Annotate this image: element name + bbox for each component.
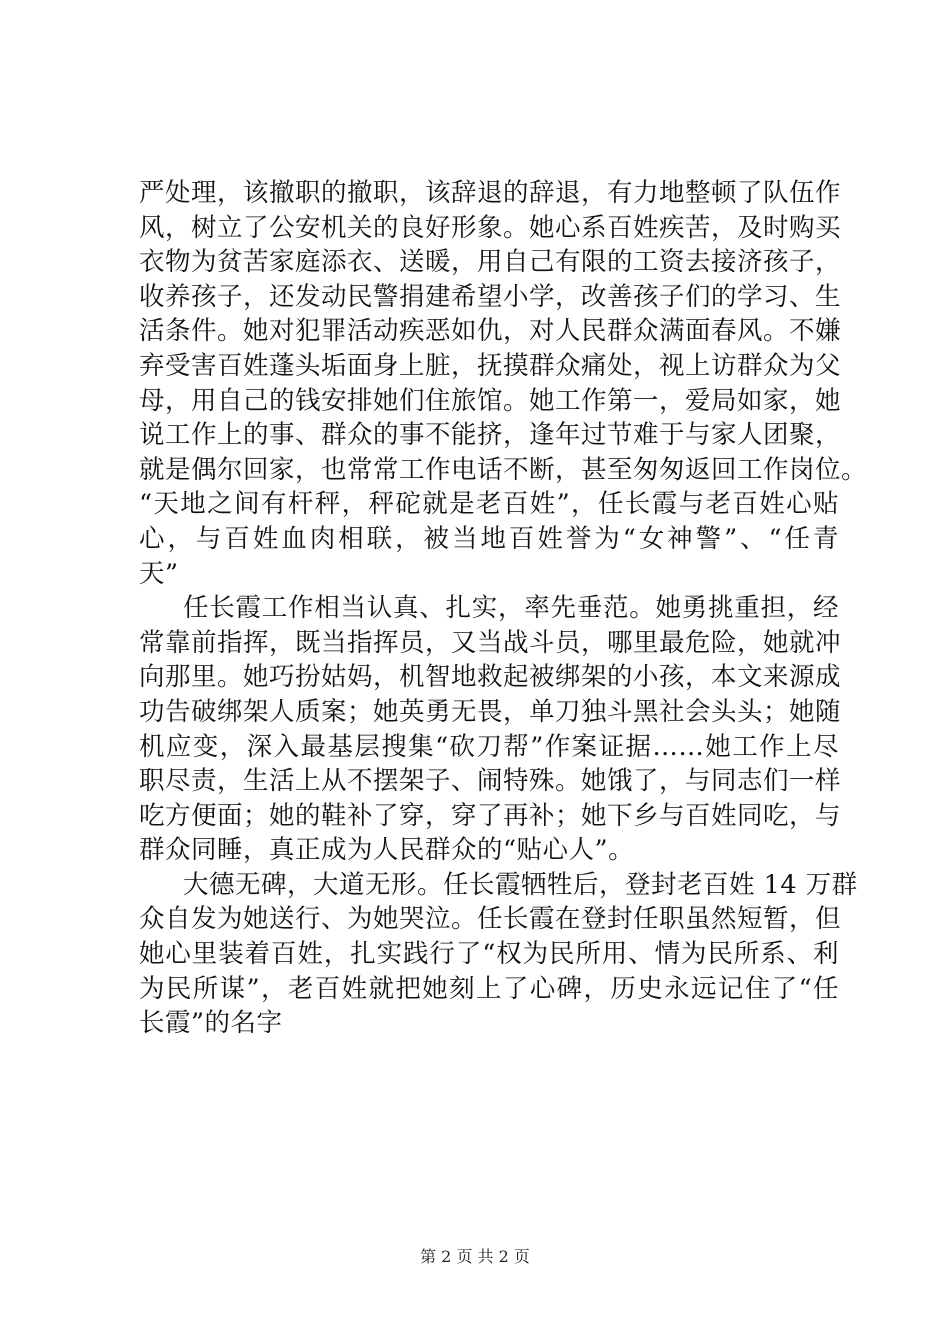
text-line: 天” [139, 558, 179, 589]
text-line: 向那里。她巧扮姑妈，机智地救起被绑架的小孩，本文来源成 [139, 662, 842, 693]
text-line: 活条件。她对犯罪活动疾恶如仇，对人民群众满面春风。不嫌 [139, 316, 842, 347]
text-line: 她心里装着百姓，扎实践行了“权为民所用、情为民所系、利 [139, 939, 839, 970]
text-line: 职尽责，生活上从不摆架子、闹特殊。她饿了，与同志们一样 [139, 766, 842, 797]
text-line: 为民所谋”，老百姓就把她刻上了心碑，历史永远记住了“任 [139, 973, 839, 1004]
text-line: 收养孩子，还发动民警捐建希望小学，改善孩子们的学习、生 [139, 281, 842, 312]
text-line: 任长霞工作相当认真、扎实，率先垂范。她勇挑重担，经 [183, 593, 839, 624]
text-line: 常靠前指挥，既当指挥员，又当战斗员，哪里最危险，她就冲 [139, 627, 842, 658]
text-line: 大德无碑，大道无形。任长霞牺牲后，登封老百姓 14 万群 [183, 869, 858, 900]
text-line: 吃方便面；她的鞋补了穿，穿了再补；她下乡与百姓同吃，与 [139, 800, 842, 831]
text-line: 弃受害百姓蓬头垢面身上脏，抚摸群众痛处，视上访群众为父 [139, 350, 842, 381]
text-line: 严处理，该撤职的撤职，该辞退的辞退，有力地整顿了队伍作 [139, 178, 842, 208]
body-text [139, 176, 868, 1041]
text-line: 心，与百姓血肉相联，被当地百姓誉为“女神警”、“任青 [139, 523, 839, 554]
paragraph [139, 176, 868, 591]
text-line: “天地之间有杆秤，秤砣就是老百姓”，任长霞与老百姓心贴 [139, 489, 839, 520]
text-line: 群众同睡，真正成为人民群众的“贴心人”。 [139, 835, 635, 866]
text-line: 功告破绑架人质案；她英勇无畏，单刀独斗黑社会头头；她随 [139, 696, 842, 727]
text-line: 长霞”的名字 [139, 1008, 283, 1039]
text-line: 众自发为她送行、为她哭泣。任长霞在登封任职虽然短暂，但 [139, 904, 842, 935]
text-line: 衣物为贫苦家庭添衣、送暖，用自己有限的工资去接济孩子， [139, 247, 842, 278]
paragraph [139, 591, 842, 868]
text-line: 就是偶尔回家，也常常工作电话不断，甚至匆匆返回工作岗位。 [139, 454, 868, 485]
text-line: 机应变，深入最基层搜集“砍刀帮”作案证据……她工作上尽 [139, 731, 839, 762]
paragraph [139, 868, 858, 1041]
text-line: 风，树立了公安机关的良好形象。她心系百姓疾苦，及时购买 [139, 212, 842, 243]
text-line: 说工作上的事、群众的事不能挤，逢年过节难于与家人团聚， [139, 420, 842, 451]
page-footer: 第 2 页 共 2 页 [420, 1247, 530, 1266]
text-line: 母，用自己的钱安排她们住旅馆。她工作第一，爱局如家，她 [139, 385, 842, 416]
